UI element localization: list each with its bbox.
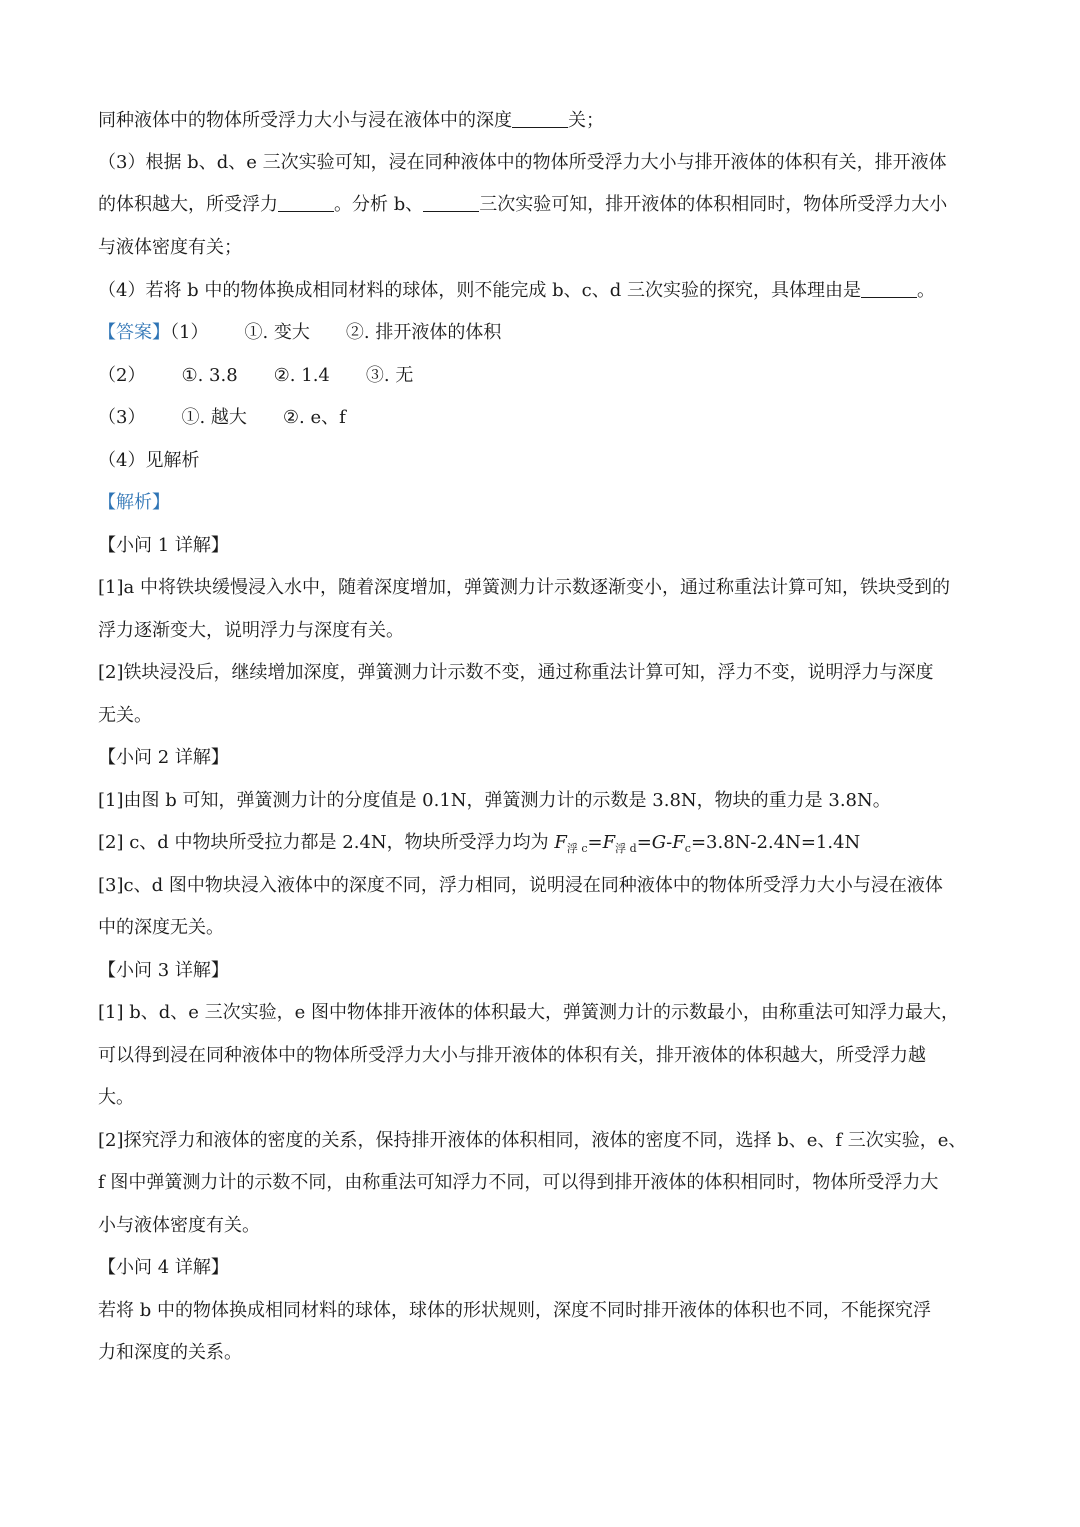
s2-p3-line-2: 中的深度无关。 [98,917,224,938]
analysis-label: 【解析】 [98,492,170,513]
s3-p2-line-2: f 图中弹簧测力计的示数不同，由称重法可知浮力不同，可以得到排开液体的体积相同时，物体所受浮力大 [98,1172,939,1193]
question-line-4: 与液体密度有关； [98,237,242,258]
answer-blank [512,109,568,128]
s1-p2-line-2: 无关。 [98,705,152,726]
s2-p3-line-1: [3]c、d 图中物块浸入液体中的深度不同，浮力相同，说明浸在同种液体中的物体所受浮力大小与浸在液体 [98,875,943,896]
s1-p2-line-1: [2]铁块浸没后，继续增加深度，弹簧测力计示数不变，通过称重法计算可知，浮力不变，说明浮力与深度 [98,662,934,683]
s3-p1-line-2: 可以得到浸在同种液体中的物体所受浮力大小与排开液体的体积有关，排开液体的体积越大，所受浮力越 [98,1045,926,1066]
s4-p1-line-2: 力和深度的关系。 [98,1342,242,1363]
question-line-2: （3）根据 b、d、e 三次实验可知，浸在同种液体中的物体所受浮力大小与排开液体的体积有关，排开液体 [98,152,947,173]
question-line-5: （4）若将 b 中的物体换成相同材料的球体，则不能完成 b、c、d 三次实验的探究，具体理由是 。 [98,280,935,301]
s1-p1-line-2: 浮力逐渐变大，说明浮力与深度有关。 [98,620,404,641]
subquestion-1-title: 【小问 1 详解】 [98,535,229,556]
s3-p1-line-1: [1] b、d、e 三次实验，e 图中物体排开液体的体积最大，弹簧测力计的示数最小，由称重法可知浮力最大， [98,1002,960,1023]
subquestion-2-title: 【小问 2 详解】 [98,747,229,768]
answer-row-3: （3） ①. 越大 ②. e、f [98,407,346,428]
answer-blank [278,193,334,212]
s3-p2-line-1: [2]探究浮力和液体的密度的关系，保持排开液体的体积相同，液体的密度不同，选择 b、e、f 三次实验，e、 [98,1130,967,1151]
s4-p1-line-1: 若将 b 中的物体换成相同材料的球体，球体的形状规则，深度不同时排开液体的体积也不同，不能探究浮 [98,1300,931,1321]
answer-row-2: （2） ①. 3.8 ②. 1.4 ③. 无 [98,365,414,386]
subquestion-3-title: 【小问 3 详解】 [98,960,229,981]
answer-blank [861,279,917,298]
s3-p2-line-3: 小与液体密度有关。 [98,1215,260,1236]
s3-p1-line-3: 大。 [98,1087,134,1108]
question-line-1: 同种液体中的物体所受浮力大小与浸在液体中的深度 关； [98,110,604,131]
s2-p2-formula: [2] c、d 中物块所受拉力都是 2.4N，物块所受浮力均为 $F_{浮 c}=F_{浮 d}=G-F_c=3.8N-2.4N=1.4N$ [98,832,861,855]
answer-row-1: 【答案】（1） ①. 变大 ②. 排开液体的体积 [98,322,502,343]
s1-p1-line-1: [1]a 中将铁块缓慢浸入水中，随着深度增加，弹簧测力计示数逐渐变小，通过称重法计算可知，铁块受到的 [98,577,950,598]
question-line-3: 的体积越大，所受浮力 。分析 b、 三次实验可知，排开液体的体积相同时，物体所受浮力大小 [98,194,948,215]
answer-row-4: （4）见解析 [98,450,200,471]
answer-label: 【答案】 [98,322,170,343]
answer-blank [423,193,479,212]
s2-p1: [1]由图 b 可知，弹簧测力计的分度值是 0.1N，弹簧测力计的示数是 3.8N，物块的重力是 3.8N。 [98,790,891,811]
subquestion-4-title: 【小问 4 详解】 [98,1257,229,1278]
